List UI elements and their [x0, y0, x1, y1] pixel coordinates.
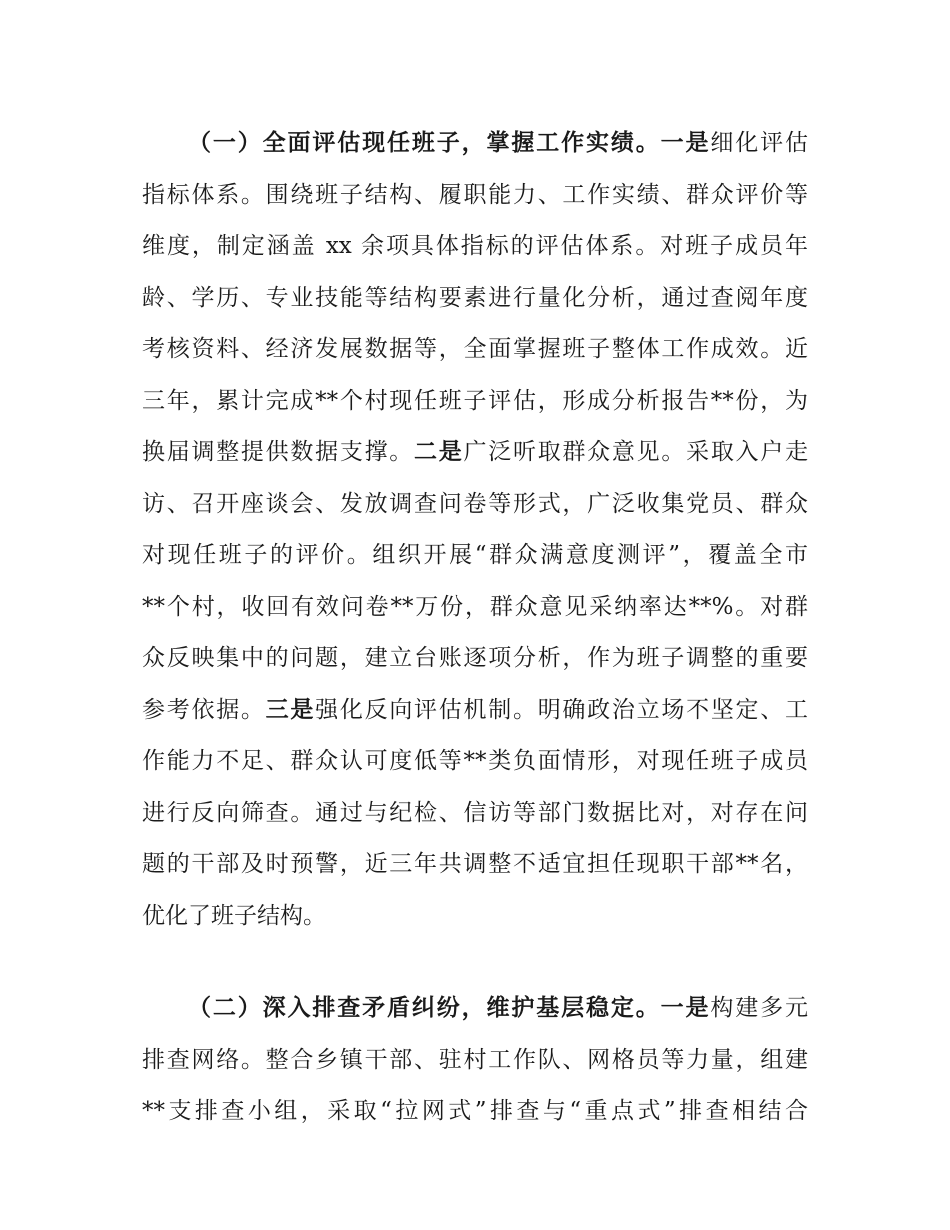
paragraph-line: 众反映集中的问题，建立台账逐项分析，作为班子调整的重要	[142, 645, 808, 671]
paragraph-line: 作能力不足、群众认可度低等**类负面情形，对现任班子成员	[142, 748, 808, 774]
paragraph-line: **支排查小组，采取“拉网式”排查与“重点式”排查相结合	[142, 1098, 808, 1124]
paragraph-line: 指标体系。围绕班子结构、履职能力、工作实绩、群众评价等	[142, 181, 808, 208]
paragraph-line: 维度，制定涵盖 xx 余项具体指标的评估体系。对班子成员年	[142, 233, 808, 259]
section-heading: （二）深入排查矛盾纠纷，维护基层稳定。	[188, 995, 661, 1021]
paragraph-line	[142, 983, 808, 1035]
paragraph-line: 进行反向筛查。通过与纪检、信访等部门数据比对，对存在问	[142, 799, 808, 826]
lead-marker: 三是	[265, 696, 316, 723]
lead-marker: 一是	[660, 995, 711, 1021]
paragraph-line: 龄、学历、专业技能等结构要素进行量化分析，通过查阅年度	[142, 284, 808, 311]
paragraph-line: 优化了班子结构。	[142, 902, 326, 929]
paragraph-line: 访、召开座谈会、发放调查问卷等形式，广泛收集党员、群众	[142, 490, 808, 517]
paragraph-line	[142, 685, 808, 737]
body-text: 构建多元	[710, 995, 808, 1021]
paragraph-line	[142, 427, 808, 479]
paragraph-line: 考核资料、经济发展数据等，全面掌握班子整体工作成效。近	[142, 336, 808, 362]
lead-marker: 一是	[660, 130, 711, 156]
body-text: 换届调整提供数据支撑。	[142, 439, 415, 465]
paragraph-gap	[142, 942, 808, 983]
body-text: 广泛听取群众意见。采取入户走	[463, 439, 809, 465]
body-text: 参考依据。	[142, 696, 266, 723]
paragraph-line: **个村，收回有效问卷**万份，群众意见采纳率达**%。对群	[142, 593, 808, 620]
body-text: 细化评估	[710, 130, 808, 156]
body-text: 强化反向评估机制。明确政治立场不坚定、工	[315, 696, 809, 723]
section-heading: （一）全面评估现任班子，掌握工作实绩。	[188, 130, 661, 156]
document-page	[142, 118, 808, 1138]
paragraph-line: 三年，累计完成**个村现任班子评估，形成分析报告**份，为	[142, 387, 808, 414]
paragraph-line: 题的干部及时预警，近三年共调整不适宜担任现职干部**名，	[142, 851, 808, 877]
paragraph-line	[142, 118, 808, 170]
paragraph-line: 排查网络。整合乡镇干部、驻村工作队、网格员等力量，组建	[142, 1046, 808, 1073]
paragraph-line: 对现任班子的评价。组织开展“群众满意度测评”，覆盖全市	[142, 542, 808, 568]
lead-marker: 二是	[414, 439, 464, 465]
